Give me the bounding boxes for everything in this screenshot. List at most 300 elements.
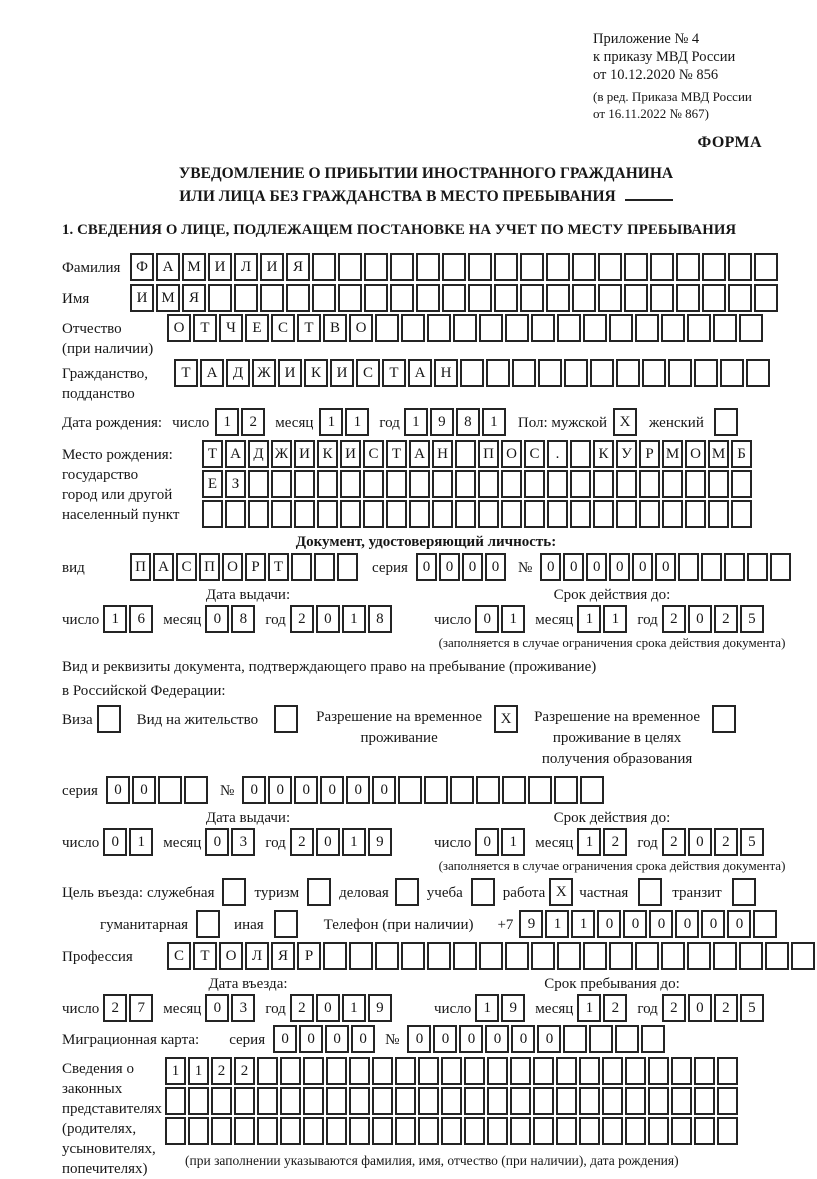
patronymic-cell[interactable] (661, 314, 685, 342)
identity-issue-month-cell[interactable]: 0 (205, 605, 229, 633)
representative-cell[interactable] (211, 1087, 232, 1115)
birth-place-cell[interactable] (294, 500, 315, 528)
residence-issue-day-cell[interactable]: 0 (103, 828, 127, 856)
surname-cell[interactable]: Ф (130, 253, 154, 281)
surname-cell[interactable]: М (182, 253, 206, 281)
birth-place-cell[interactable]: И (340, 440, 361, 468)
identity-issue-day-cell[interactable]: 1 (103, 605, 127, 633)
birth-place-cell[interactable] (455, 440, 476, 468)
representative-cell[interactable] (694, 1087, 715, 1115)
representative-cell[interactable] (533, 1117, 554, 1145)
phone-cell[interactable]: 0 (701, 910, 725, 938)
birth-place-cell[interactable] (524, 470, 545, 498)
given-name-cell[interactable] (364, 284, 388, 312)
given-name-cell[interactable] (598, 284, 622, 312)
birth-place-cell[interactable]: И (294, 440, 315, 468)
patronymic-cell[interactable] (531, 314, 555, 342)
migration-number-cell[interactable] (589, 1025, 613, 1053)
birth-place-cell[interactable]: У (616, 440, 637, 468)
given-name-cell[interactable]: Я (182, 284, 206, 312)
citizenship-cell[interactable]: Н (434, 359, 458, 387)
given-name-cell[interactable] (520, 284, 544, 312)
birth-place-cell[interactable] (616, 500, 637, 528)
migration-number-cell[interactable]: 0 (511, 1025, 535, 1053)
birth-place-cell[interactable] (340, 470, 361, 498)
birth-place-cell[interactable] (225, 500, 246, 528)
identity-kind-cell[interactable]: Р (245, 553, 266, 581)
representative-cell[interactable] (441, 1087, 462, 1115)
residence-valid-day-cell[interactable]: 1 (501, 828, 525, 856)
birth-place-cell[interactable]: Р (639, 440, 660, 468)
birth-place-cell[interactable] (248, 470, 269, 498)
birth-place-cell[interactable]: О (685, 440, 706, 468)
patronymic-cell[interactable] (609, 314, 633, 342)
birth-place-cell[interactable]: О (501, 440, 522, 468)
citizenship-cell[interactable]: Т (382, 359, 406, 387)
stay-year-cell[interactable]: 2 (662, 994, 686, 1022)
patronymic-cell[interactable]: О (349, 314, 373, 342)
phone-cell[interactable]: 9 (519, 910, 543, 938)
representative-cell[interactable] (579, 1117, 600, 1145)
surname-cell[interactable] (650, 253, 674, 281)
residence-number-cell[interactable] (554, 776, 578, 804)
residence-valid-year-cell[interactable]: 5 (740, 828, 764, 856)
representative-cell[interactable] (717, 1087, 738, 1115)
representative-cell[interactable] (395, 1087, 416, 1115)
birth-place-cell[interactable] (432, 500, 453, 528)
entry-year-cell[interactable]: 2 (290, 994, 314, 1022)
surname-cell[interactable]: А (156, 253, 180, 281)
patronymic-cell[interactable]: Е (245, 314, 269, 342)
citizenship-cell[interactable] (720, 359, 744, 387)
given-name-cell[interactable] (494, 284, 518, 312)
residence-valid-year-cell[interactable]: 2 (714, 828, 738, 856)
entry-month-cell[interactable]: 3 (231, 994, 255, 1022)
residence-valid-day-cell[interactable]: 0 (475, 828, 499, 856)
representative-cell[interactable] (349, 1117, 370, 1145)
given-name-cell[interactable]: М (156, 284, 180, 312)
surname-cell[interactable] (702, 253, 726, 281)
entry-month-cell[interactable]: 0 (205, 994, 229, 1022)
given-name-cell[interactable] (468, 284, 492, 312)
identity-number-cell[interactable] (747, 553, 768, 581)
representative-cell[interactable] (602, 1057, 623, 1085)
patronymic-cell[interactable] (739, 314, 763, 342)
representative-cell[interactable] (372, 1117, 393, 1145)
birth-place-cell[interactable] (570, 440, 591, 468)
representative-cell[interactable] (188, 1087, 209, 1115)
citizenship-cell[interactable] (668, 359, 692, 387)
representative-cell[interactable] (556, 1087, 577, 1115)
representative-cell[interactable] (694, 1057, 715, 1085)
profession-cell[interactable] (323, 942, 347, 970)
profession-cell[interactable] (531, 942, 555, 970)
citizenship-cell[interactable]: И (278, 359, 302, 387)
given-name-cell[interactable] (702, 284, 726, 312)
birth-place-cell[interactable]: Б (731, 440, 752, 468)
identity-valid-month-cell[interactable]: 1 (577, 605, 601, 633)
given-name-cell[interactable]: И (130, 284, 154, 312)
birth-place-cell[interactable]: З (225, 470, 246, 498)
purpose-humanitarian-cell[interactable] (196, 910, 220, 938)
citizenship-cell[interactable] (590, 359, 614, 387)
birth-place-cell[interactable]: М (662, 440, 683, 468)
identity-number-cell[interactable] (701, 553, 722, 581)
representative-cell[interactable] (211, 1117, 232, 1145)
migration-series-cell[interactable]: 0 (351, 1025, 375, 1053)
profession-cell[interactable] (453, 942, 477, 970)
representative-cell[interactable] (717, 1117, 738, 1145)
surname-cell[interactable] (754, 253, 778, 281)
birth-place-cell[interactable] (432, 470, 453, 498)
residence-number-cell[interactable] (502, 776, 526, 804)
surname-cell[interactable] (442, 253, 466, 281)
migration-number-cell[interactable]: 0 (537, 1025, 561, 1053)
purpose-business-cell[interactable] (395, 878, 419, 906)
representative-cell[interactable] (556, 1117, 577, 1145)
representative-cell[interactable] (234, 1117, 255, 1145)
identity-valid-day-cell[interactable]: 1 (501, 605, 525, 633)
entry-day-cell[interactable]: 2 (103, 994, 127, 1022)
birth-place-cell[interactable] (478, 500, 499, 528)
residence-issue-year-cell[interactable]: 0 (316, 828, 340, 856)
representative-cell[interactable] (625, 1087, 646, 1115)
birth-place-cell[interactable]: Т (386, 440, 407, 468)
representative-cell[interactable] (303, 1087, 324, 1115)
representative-cell[interactable] (234, 1087, 255, 1115)
patronymic-cell[interactable] (401, 314, 425, 342)
citizenship-cell[interactable] (564, 359, 588, 387)
representative-cell[interactable] (510, 1057, 531, 1085)
patronymic-cell[interactable] (557, 314, 581, 342)
birth-place-cell[interactable] (363, 470, 384, 498)
patronymic-cell[interactable] (687, 314, 711, 342)
birth-day-cell[interactable]: 1 (215, 408, 239, 436)
representative-cell[interactable] (694, 1117, 715, 1145)
phone-cell[interactable]: 0 (597, 910, 621, 938)
temp-residence-edu-cell[interactable] (712, 705, 736, 733)
citizenship-cell[interactable] (616, 359, 640, 387)
residence-issue-month-cell[interactable]: 0 (205, 828, 229, 856)
profession-cell[interactable] (557, 942, 581, 970)
birth-place-cell[interactable] (685, 470, 706, 498)
birth-place-cell[interactable] (271, 470, 292, 498)
representative-cell[interactable] (326, 1087, 347, 1115)
given-name-cell[interactable] (260, 284, 284, 312)
identity-kind-cell[interactable]: С (176, 553, 197, 581)
identity-number-cell[interactable] (724, 553, 745, 581)
representative-cell[interactable] (464, 1117, 485, 1145)
phone-cell[interactable]: 0 (623, 910, 647, 938)
given-name-cell[interactable] (286, 284, 310, 312)
given-name-cell[interactable] (676, 284, 700, 312)
citizenship-cell[interactable]: Т (174, 359, 198, 387)
migration-series-cell[interactable]: 0 (325, 1025, 349, 1053)
representative-cell[interactable] (487, 1057, 508, 1085)
purpose-official-cell[interactable] (222, 878, 246, 906)
migration-number-cell[interactable] (615, 1025, 639, 1053)
given-name-cell[interactable] (416, 284, 440, 312)
birth-place-cell[interactable] (685, 500, 706, 528)
migration-number-cell[interactable]: 0 (485, 1025, 509, 1053)
birth-place-cell[interactable]: А (225, 440, 246, 468)
birth-place-cell[interactable]: С (524, 440, 545, 468)
patronymic-cell[interactable] (479, 314, 503, 342)
birth-year-cell[interactable]: 9 (430, 408, 454, 436)
identity-issue-year-cell[interactable]: 2 (290, 605, 314, 633)
birth-month-cell[interactable]: 1 (345, 408, 369, 436)
birth-place-cell[interactable] (294, 470, 315, 498)
representative-cell[interactable] (671, 1057, 692, 1085)
birth-month-cell[interactable]: 1 (319, 408, 343, 436)
residence-issue-year-cell[interactable]: 1 (342, 828, 366, 856)
representative-cell[interactable] (349, 1087, 370, 1115)
representative-cell[interactable]: 1 (188, 1057, 209, 1085)
identity-issue-year-cell[interactable]: 8 (368, 605, 392, 633)
profession-cell[interactable] (609, 942, 633, 970)
citizenship-cell[interactable] (694, 359, 718, 387)
representative-cell[interactable]: 2 (211, 1057, 232, 1085)
representative-cell[interactable] (579, 1057, 600, 1085)
birth-place-cell[interactable] (593, 470, 614, 498)
stay-year-cell[interactable]: 0 (688, 994, 712, 1022)
residence-valid-year-cell[interactable]: 0 (688, 828, 712, 856)
representative-cell[interactable] (510, 1117, 531, 1145)
surname-cell[interactable]: И (208, 253, 232, 281)
representative-cell[interactable] (533, 1057, 554, 1085)
surname-cell[interactable]: Я (286, 253, 310, 281)
identity-valid-year-cell[interactable]: 5 (740, 605, 764, 633)
stay-day-cell[interactable]: 1 (475, 994, 499, 1022)
given-name-cell[interactable] (442, 284, 466, 312)
representative-cell[interactable] (717, 1057, 738, 1085)
birth-place-cell[interactable] (317, 470, 338, 498)
sex-female-cell[interactable] (714, 408, 738, 436)
given-name-cell[interactable] (650, 284, 674, 312)
entry-year-cell[interactable]: 0 (316, 994, 340, 1022)
identity-issue-month-cell[interactable]: 8 (231, 605, 255, 633)
entry-year-cell[interactable]: 1 (342, 994, 366, 1022)
representative-cell[interactable] (165, 1087, 186, 1115)
profession-cell[interactable] (739, 942, 763, 970)
surname-cell[interactable] (494, 253, 518, 281)
residence-number-cell[interactable]: 0 (242, 776, 266, 804)
representative-cell[interactable] (556, 1057, 577, 1085)
surname-cell[interactable] (338, 253, 362, 281)
representative-cell[interactable] (441, 1057, 462, 1085)
representative-cell[interactable] (372, 1057, 393, 1085)
stay-year-cell[interactable]: 2 (714, 994, 738, 1022)
representative-cell[interactable] (418, 1087, 439, 1115)
representative-cell[interactable] (188, 1117, 209, 1145)
birth-place-cell[interactable] (708, 470, 729, 498)
representative-cell[interactable] (326, 1117, 347, 1145)
representative-cell[interactable] (395, 1057, 416, 1085)
representative-cell[interactable] (303, 1057, 324, 1085)
purpose-study-cell[interactable] (471, 878, 495, 906)
given-name-cell[interactable] (546, 284, 570, 312)
surname-cell[interactable] (676, 253, 700, 281)
residence-valid-month-cell[interactable]: 1 (577, 828, 601, 856)
residence-series-cell[interactable]: 0 (132, 776, 156, 804)
birth-place-cell[interactable]: Д (248, 440, 269, 468)
birth-place-cell[interactable] (524, 500, 545, 528)
citizenship-cell[interactable] (512, 359, 536, 387)
birth-place-cell[interactable] (409, 470, 430, 498)
identity-kind-cell[interactable]: О (222, 553, 243, 581)
given-name-cell[interactable] (728, 284, 752, 312)
citizenship-cell[interactable]: С (356, 359, 380, 387)
representative-cell[interactable] (280, 1117, 301, 1145)
patronymic-cell[interactable]: Т (297, 314, 321, 342)
representative-cell[interactable] (602, 1087, 623, 1115)
given-name-cell[interactable] (754, 284, 778, 312)
patronymic-cell[interactable] (583, 314, 607, 342)
surname-cell[interactable] (468, 253, 492, 281)
patronymic-cell[interactable]: В (323, 314, 347, 342)
residence-number-cell[interactable]: 0 (268, 776, 292, 804)
entry-year-cell[interactable]: 9 (368, 994, 392, 1022)
citizenship-cell[interactable]: И (330, 359, 354, 387)
purpose-transit-cell[interactable] (732, 878, 756, 906)
migration-number-cell[interactable]: 0 (407, 1025, 431, 1053)
representative-cell[interactable] (257, 1087, 278, 1115)
profession-cell[interactable] (791, 942, 815, 970)
representative-cell[interactable] (349, 1057, 370, 1085)
representative-cell[interactable] (671, 1117, 692, 1145)
citizenship-cell[interactable]: А (408, 359, 432, 387)
profession-cell[interactable] (687, 942, 711, 970)
phone-cell[interactable] (753, 910, 777, 938)
patronymic-cell[interactable] (453, 314, 477, 342)
birth-place-cell[interactable]: С (363, 440, 384, 468)
profession-cell[interactable] (661, 942, 685, 970)
identity-kind-cell[interactable] (337, 553, 358, 581)
representative-cell[interactable] (464, 1087, 485, 1115)
profession-cell[interactable] (765, 942, 789, 970)
identity-series-cell[interactable]: 0 (485, 553, 506, 581)
identity-kind-cell[interactable] (291, 553, 312, 581)
temp-residence-cell[interactable]: X (494, 705, 518, 733)
birth-year-cell[interactable]: 1 (404, 408, 428, 436)
birth-place-cell[interactable]: Е (202, 470, 223, 498)
birth-place-cell[interactable] (271, 500, 292, 528)
birth-place-cell[interactable] (639, 500, 660, 528)
surname-cell[interactable]: И (260, 253, 284, 281)
representative-cell[interactable]: 2 (234, 1057, 255, 1085)
patronymic-cell[interactable]: О (167, 314, 191, 342)
profession-cell[interactable]: Я (271, 942, 295, 970)
birth-place-cell[interactable] (455, 470, 476, 498)
migration-number-cell[interactable]: 0 (433, 1025, 457, 1053)
representative-cell[interactable] (648, 1057, 669, 1085)
identity-kind-cell[interactable]: А (153, 553, 174, 581)
profession-cell[interactable] (635, 942, 659, 970)
residence-series-cell[interactable]: 0 (106, 776, 130, 804)
phone-cell[interactable]: 1 (571, 910, 595, 938)
profession-cell[interactable]: О (219, 942, 243, 970)
representative-cell[interactable] (280, 1057, 301, 1085)
representative-cell[interactable]: 1 (165, 1057, 186, 1085)
birth-place-cell[interactable]: К (317, 440, 338, 468)
representative-cell[interactable] (533, 1087, 554, 1115)
surname-cell[interactable] (728, 253, 752, 281)
stay-day-cell[interactable]: 9 (501, 994, 525, 1022)
residence-number-cell[interactable]: 0 (320, 776, 344, 804)
identity-kind-cell[interactable]: П (199, 553, 220, 581)
birth-place-cell[interactable] (501, 500, 522, 528)
purpose-private-cell[interactable] (638, 878, 662, 906)
representative-cell[interactable] (648, 1117, 669, 1145)
surname-cell[interactable]: Л (234, 253, 258, 281)
surname-cell[interactable] (520, 253, 544, 281)
profession-cell[interactable] (583, 942, 607, 970)
identity-kind-cell[interactable]: Т (268, 553, 289, 581)
birth-place-cell[interactable] (616, 470, 637, 498)
residence-issue-month-cell[interactable]: 3 (231, 828, 255, 856)
birth-place-cell[interactable] (248, 500, 269, 528)
profession-cell[interactable] (505, 942, 529, 970)
birth-place-cell[interactable] (570, 470, 591, 498)
citizenship-cell[interactable]: К (304, 359, 328, 387)
identity-series-cell[interactable]: 0 (439, 553, 460, 581)
residence-valid-month-cell[interactable]: 2 (603, 828, 627, 856)
residence-number-cell[interactable]: 0 (294, 776, 318, 804)
surname-cell[interactable] (312, 253, 336, 281)
identity-valid-month-cell[interactable]: 1 (603, 605, 627, 633)
citizenship-cell[interactable] (486, 359, 510, 387)
patronymic-cell[interactable] (505, 314, 529, 342)
citizenship-cell[interactable]: Д (226, 359, 250, 387)
identity-number-cell[interactable] (770, 553, 791, 581)
residence-number-cell[interactable] (528, 776, 552, 804)
migration-series-cell[interactable]: 0 (273, 1025, 297, 1053)
representative-cell[interactable] (372, 1087, 393, 1115)
identity-valid-year-cell[interactable]: 0 (688, 605, 712, 633)
representative-cell[interactable] (579, 1087, 600, 1115)
residence-number-cell[interactable] (398, 776, 422, 804)
identity-number-cell[interactable]: 0 (655, 553, 676, 581)
birth-year-cell[interactable]: 1 (482, 408, 506, 436)
identity-kind-cell[interactable] (314, 553, 335, 581)
residence-number-cell[interactable] (476, 776, 500, 804)
birth-day-cell[interactable]: 2 (241, 408, 265, 436)
stay-year-cell[interactable]: 5 (740, 994, 764, 1022)
sex-male-cell[interactable]: X (613, 408, 637, 436)
patronymic-cell[interactable]: Т (193, 314, 217, 342)
residence-issue-day-cell[interactable]: 1 (129, 828, 153, 856)
migration-number-cell[interactable] (641, 1025, 665, 1053)
birth-place-cell[interactable] (731, 470, 752, 498)
residence-number-cell[interactable] (424, 776, 448, 804)
phone-cell[interactable]: 0 (727, 910, 751, 938)
birth-place-cell[interactable] (455, 500, 476, 528)
purpose-tourism-cell[interactable] (307, 878, 331, 906)
birth-place-cell[interactable] (662, 470, 683, 498)
residence-series-cell[interactable] (184, 776, 208, 804)
migration-number-cell[interactable] (563, 1025, 587, 1053)
citizenship-cell[interactable] (746, 359, 770, 387)
identity-number-cell[interactable]: 0 (632, 553, 653, 581)
birth-place-cell[interactable] (662, 500, 683, 528)
citizenship-cell[interactable]: А (200, 359, 224, 387)
representative-cell[interactable] (625, 1057, 646, 1085)
patronymic-cell[interactable] (713, 314, 737, 342)
residence-permit-cell[interactable] (274, 705, 298, 733)
representative-cell[interactable] (441, 1117, 462, 1145)
representative-cell[interactable] (510, 1087, 531, 1115)
birth-place-cell[interactable] (386, 500, 407, 528)
